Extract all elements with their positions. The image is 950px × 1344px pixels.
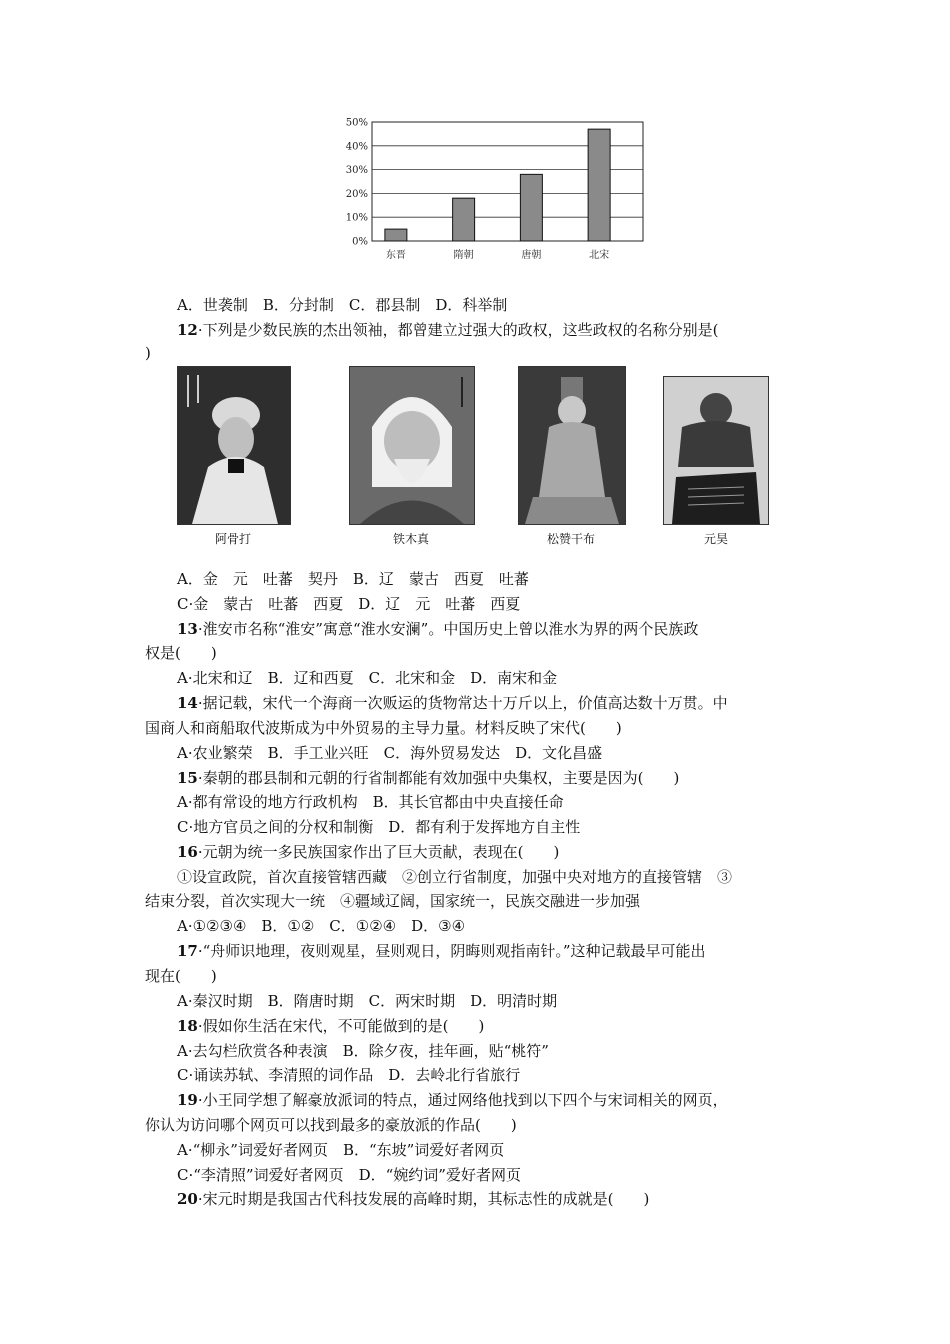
q17-line1: ·“舟师识地理，夜则观星，昼则观日，阴晦则观指南针。”这种记载最早可能出 xyxy=(197,942,706,960)
q18-options-line1: A·去勾栏欣赏各种表演 B．除夕夜，挂年画，贴“桃符” xyxy=(177,1042,549,1060)
portrait-songtsen-gampo xyxy=(518,366,626,525)
q20-stem xyxy=(177,1190,649,1208)
q16-line3: 结束分裂，首次实现大一统 ④疆域辽阔，国家统一，民族交融进一步加强 xyxy=(145,892,641,910)
q20-line1: ·宋元时期是我国古代科技发展的高峰时期，其标志性的成就是( ) xyxy=(197,1190,650,1208)
q14-number: 14 xyxy=(177,694,198,712)
q19-options-line2: C·“李清照”词爱好者网页 D．“婉约词”爱好者网页 xyxy=(177,1166,521,1184)
q19-number: 19 xyxy=(177,1091,198,1109)
x-category-label: 东晋 xyxy=(385,250,406,261)
q14-line1: ·据记载，宋代一个海商一次贩运的货物常达十万斤以上，价值高达数十万贯。中 xyxy=(197,694,728,712)
q12-options-line1: A．金 元 吐蕃 契丹 B．辽 蒙古 西夏 吐蕃 xyxy=(177,570,529,588)
q15-options-line1: A·都有常设的地方行政机构 B．其长官都由中央直接任命 xyxy=(177,793,564,811)
q19-stem xyxy=(177,1091,728,1109)
x-category-label: 隋朝 xyxy=(453,250,474,261)
q16-number: 16 xyxy=(177,843,198,861)
bar-chart xyxy=(330,116,660,270)
bar-0 xyxy=(385,229,407,241)
q16-stem xyxy=(177,843,559,861)
x-category-label: 唐朝 xyxy=(521,250,542,261)
q18-line1: ·假如你生活在宋代，不可能做到的是( ) xyxy=(197,1017,485,1035)
q17-number: 17 xyxy=(177,942,198,960)
portrait-aguda xyxy=(177,366,291,525)
q16-options: A·①②③④ B．①② C．①②④ D．③④ xyxy=(177,917,466,935)
q13-stem xyxy=(177,620,698,638)
q13-options: A·北宋和辽 B．辽和西夏 C．北宋和金 D．南宋和金 xyxy=(177,669,558,687)
q12-stem-line2: ) xyxy=(145,344,151,362)
q17-stem xyxy=(177,942,705,960)
portrait-yuanhao xyxy=(663,376,769,525)
caption-temujin: 铁木真 xyxy=(392,532,429,546)
q12-stem xyxy=(177,321,719,339)
q16-line1: ·元朝为统一多民族国家作出了巨大贡献，表现在( ) xyxy=(197,843,560,861)
q18-stem xyxy=(177,1017,484,1035)
q19-line2: 你认为访问哪个网页可以找到最多的豪放派的作品( ) xyxy=(145,1116,517,1134)
portrait-temujin xyxy=(349,366,475,525)
caption-yuanhao: 元昊 xyxy=(703,532,728,546)
q15-number: 15 xyxy=(177,769,198,787)
q13-number: 13 xyxy=(177,620,198,638)
q13-line1: ·淮安市名称“淮安”寓意“淮水安澜”。中国历史上曾以淮水为界的两个民族政 xyxy=(197,620,699,638)
q12-number: 12 xyxy=(177,321,198,339)
q15-stem xyxy=(177,769,679,787)
y-tick-label: 0% xyxy=(352,236,368,248)
y-tick-label: 20% xyxy=(345,188,368,200)
y-tick-label: 40% xyxy=(345,141,368,153)
q14-stem xyxy=(177,694,728,712)
q17-options: A·秦汉时期 B．隋唐时期 C．两宋时期 D．明清时期 xyxy=(177,992,558,1010)
y-tick-label: 10% xyxy=(345,212,368,224)
x-category-label: 北宋 xyxy=(589,250,610,261)
bar-2 xyxy=(520,174,542,241)
y-tick-label: 30% xyxy=(345,165,368,177)
q18-options-line2: C·诵读苏轼、李清照的词作品 D．去岭北行省旅行 xyxy=(177,1066,521,1084)
q11-options: A．世袭制 B．分封制 C．郡县制 D．科举制 xyxy=(177,296,508,314)
q12-options-line2: C·金 蒙古 吐蕃 西夏 D．辽 元 吐蕃 西夏 xyxy=(177,595,521,613)
q14-options: A·农业繁荣 B．手工业兴旺 C．海外贸易发达 D．文化昌盛 xyxy=(177,744,603,762)
q13-line2: 权是( ) xyxy=(145,644,217,662)
q17-line2: 现在( ) xyxy=(145,967,217,985)
y-tick-label: 50% xyxy=(345,117,368,129)
bar-1 xyxy=(453,198,475,241)
q15-line1: ·秦朝的郡县制和元朝的行省制都能有效加强中央集权，主要是因为( ) xyxy=(197,769,680,787)
bar-3 xyxy=(588,129,610,241)
q15-options-line2: C·地方官员之间的分权和制衡 D．都有利于发挥地方自主性 xyxy=(177,818,581,836)
q19-line1: ·小王同学想了解豪放派词的特点，通过网络他找到以下四个与宋词相关的网页， xyxy=(197,1091,728,1109)
caption-songtsen-gampo: 松赞干布 xyxy=(546,532,595,546)
q20-number: 20 xyxy=(177,1190,198,1208)
q19-options-line1: A·“柳永”词爱好者网页 B．“东坡”词爱好者网页 xyxy=(177,1141,505,1159)
q12-stem-line1: ·下列是少数民族的杰出领袖，都曾建立过强大的政权，这些政权的名称分别是( xyxy=(197,321,719,339)
q16-line2: ①设宣政院，首次直接管辖西藏 ②创立行省制度，加强中央对地方的直接管辖 ③ xyxy=(177,868,733,886)
q18-number: 18 xyxy=(177,1017,198,1035)
q14-line2: 国商人和商船取代波斯成为中外贸易的主导力量。材料反映了宋代( ) xyxy=(145,719,622,737)
caption-aguda: 阿骨打 xyxy=(214,532,251,546)
